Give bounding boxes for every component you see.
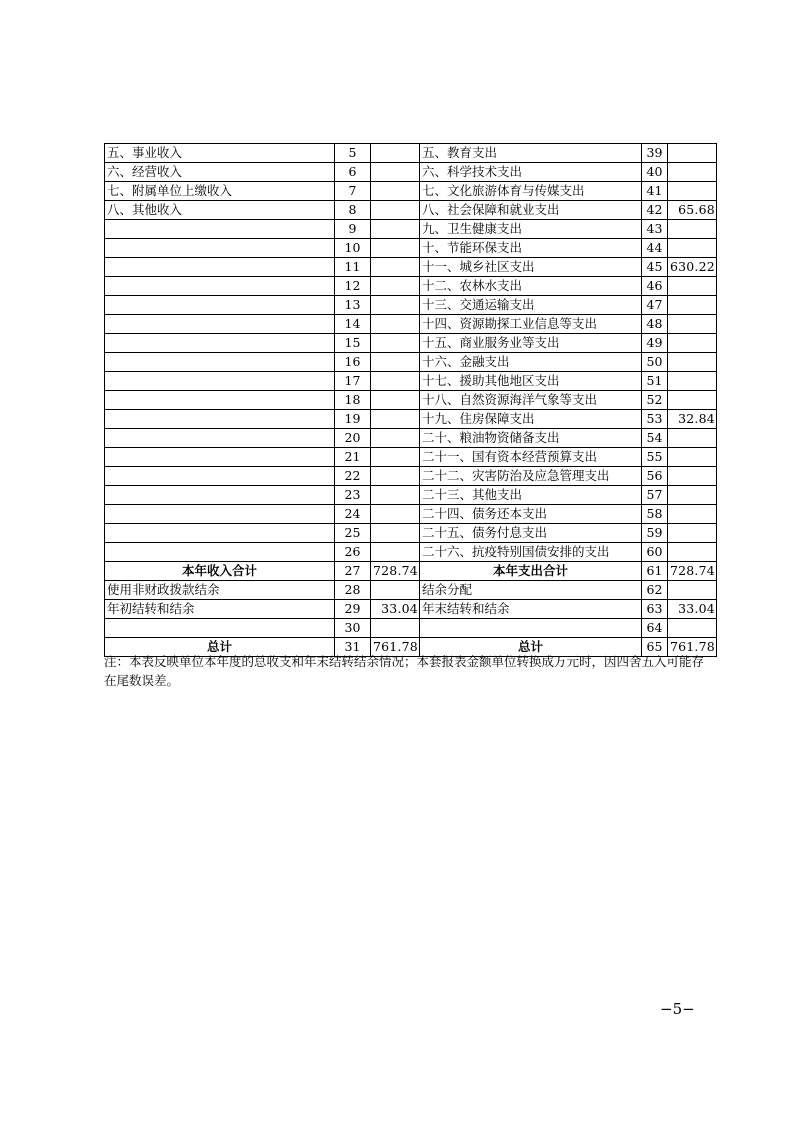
income-line-number-cell: 29 [335, 600, 371, 619]
table-row [105, 410, 717, 429]
income-item-cell: 六、经营收入 [105, 163, 335, 182]
expense-item-cell: 十一、城乡社区支出 [419, 258, 641, 277]
income-line-number-cell: 18 [335, 391, 371, 410]
expense-line-number-cell: 52 [641, 391, 667, 410]
expense-amount-cell: 32.84 [667, 410, 716, 429]
income-amount-cell [371, 581, 420, 600]
income-item-cell [105, 410, 335, 429]
expense-item-cell [419, 619, 641, 638]
income-line-number-cell: 30 [335, 619, 371, 638]
income-line-number-cell: 25 [335, 524, 371, 543]
table-row [105, 201, 717, 220]
expense-item-cell: 二十五、债务付息支出 [419, 524, 641, 543]
expense-line-number-cell: 65 [641, 638, 667, 657]
expense-line-number-cell: 47 [641, 296, 667, 315]
table-row [105, 391, 717, 410]
income-item-cell [105, 429, 335, 448]
expense-amount-cell: 630.22 [667, 258, 716, 277]
expense-line-number-cell: 59 [641, 524, 667, 543]
income-line-number-cell: 5 [335, 144, 371, 163]
income-item-cell [105, 448, 335, 467]
expense-amount-cell [667, 467, 716, 486]
expense-amount-cell [667, 391, 716, 410]
income-item-cell [105, 543, 335, 562]
expense-line-number-cell: 61 [641, 562, 667, 581]
expense-amount-cell [667, 505, 716, 524]
expense-amount-cell [667, 277, 716, 296]
expense-amount-cell [667, 182, 716, 201]
table-row [105, 581, 717, 600]
expense-amount-cell [667, 239, 716, 258]
income-item-cell: 总计 [105, 638, 335, 657]
expense-item-cell: 二十三、其他支出 [419, 486, 641, 505]
expense-line-number-cell: 60 [641, 543, 667, 562]
expense-line-number-cell: 49 [641, 334, 667, 353]
income-line-number-cell: 28 [335, 581, 371, 600]
income-amount-cell [371, 467, 420, 486]
expense-line-number-cell: 56 [641, 467, 667, 486]
income-amount-cell: 33.04 [371, 600, 420, 619]
income-line-number-cell: 8 [335, 201, 371, 220]
expense-item-cell: 本年支出合计 [419, 562, 641, 581]
expense-item-cell: 十二、农林水支出 [419, 277, 641, 296]
expense-amount-cell [667, 486, 716, 505]
income-line-number-cell: 9 [335, 220, 371, 239]
expense-item-cell: 九、卫生健康支出 [419, 220, 641, 239]
table-row [105, 543, 717, 562]
income-item-cell [105, 277, 335, 296]
financial-summary-table [104, 143, 717, 657]
income-line-number-cell: 22 [335, 467, 371, 486]
income-amount-cell [371, 220, 420, 239]
income-line-number-cell: 19 [335, 410, 371, 429]
income-amount-cell [371, 505, 420, 524]
expense-item-cell: 十三、交通运输支出 [419, 296, 641, 315]
expense-amount-cell [667, 524, 716, 543]
income-line-number-cell: 27 [335, 562, 371, 581]
expense-item-cell: 十四、资源勘探工业信息等支出 [419, 315, 641, 334]
income-amount-cell: 728.74 [371, 562, 420, 581]
income-amount-cell [371, 277, 420, 296]
table-row [105, 562, 717, 581]
table-row [105, 524, 717, 543]
income-line-number-cell: 7 [335, 182, 371, 201]
income-line-number-cell: 16 [335, 353, 371, 372]
income-amount-cell [371, 524, 420, 543]
expense-item-cell: 二十四、债务还本支出 [419, 505, 641, 524]
income-item-cell [105, 296, 335, 315]
expense-amount-cell: 761.78 [667, 638, 716, 657]
income-amount-cell [371, 144, 420, 163]
income-line-number-cell: 24 [335, 505, 371, 524]
expense-item-cell: 二十、粮油物资储备支出 [419, 429, 641, 448]
income-line-number-cell: 17 [335, 372, 371, 391]
expense-item-cell: 年末结转和结余 [419, 600, 641, 619]
table-row [105, 486, 717, 505]
expense-line-number-cell: 43 [641, 220, 667, 239]
expense-item-cell: 总计 [419, 638, 641, 657]
income-item-cell: 年初结转和结余 [105, 600, 335, 619]
expense-amount-cell [667, 448, 716, 467]
expense-item-cell: 十九、住房保障支出 [419, 410, 641, 429]
income-amount-cell [371, 296, 420, 315]
expense-item-cell: 六、科学技术支出 [419, 163, 641, 182]
income-amount-cell [371, 163, 420, 182]
income-line-number-cell: 31 [335, 638, 371, 657]
expense-amount-cell [667, 296, 716, 315]
expense-line-number-cell: 48 [641, 315, 667, 334]
table-row [105, 600, 717, 619]
income-line-number-cell: 23 [335, 486, 371, 505]
income-line-number-cell: 12 [335, 277, 371, 296]
table-row [105, 619, 717, 638]
income-line-number-cell: 11 [335, 258, 371, 277]
income-item-cell [105, 353, 335, 372]
income-amount-cell [371, 182, 420, 201]
table-row [105, 220, 717, 239]
expense-line-number-cell: 45 [641, 258, 667, 277]
expense-amount-cell: 33.04 [667, 600, 716, 619]
income-line-number-cell: 14 [335, 315, 371, 334]
expense-line-number-cell: 55 [641, 448, 667, 467]
income-item-cell [105, 619, 335, 638]
table-row [105, 277, 717, 296]
income-item-cell [105, 391, 335, 410]
income-item-cell [105, 220, 335, 239]
expense-amount-cell [667, 581, 716, 600]
income-amount-cell [371, 486, 420, 505]
income-item-cell [105, 334, 335, 353]
income-item-cell: 本年收入合计 [105, 562, 335, 581]
income-amount-cell: 761.78 [371, 638, 420, 657]
table-row [105, 505, 717, 524]
income-item-cell [105, 315, 335, 334]
expense-item-cell: 七、文化旅游体育与传媒支出 [419, 182, 641, 201]
income-amount-cell [371, 201, 420, 220]
expense-item-cell: 十七、援助其他地区支出 [419, 372, 641, 391]
income-line-number-cell: 26 [335, 543, 371, 562]
expense-item-cell: 结余分配 [419, 581, 641, 600]
expense-line-number-cell: 44 [641, 239, 667, 258]
expense-line-number-cell: 58 [641, 505, 667, 524]
table-row [105, 353, 717, 372]
income-amount-cell [371, 258, 420, 277]
income-line-number-cell: 6 [335, 163, 371, 182]
expense-line-number-cell: 40 [641, 163, 667, 182]
table-row [105, 258, 717, 277]
income-item-cell [105, 258, 335, 277]
expense-line-number-cell: 41 [641, 182, 667, 201]
expense-line-number-cell: 51 [641, 372, 667, 391]
income-amount-cell [371, 448, 420, 467]
expense-item-cell: 十六、金融支出 [419, 353, 641, 372]
expense-amount-cell: 728.74 [667, 562, 716, 581]
expense-item-cell: 十、节能环保支出 [419, 239, 641, 258]
expense-item-cell: 二十一、国有资本经营预算支出 [419, 448, 641, 467]
expense-amount-cell [667, 429, 716, 448]
expense-item-cell: 二十六、抗疫特别国债安排的支出 [419, 543, 641, 562]
income-line-number-cell: 15 [335, 334, 371, 353]
expense-amount-cell [667, 619, 716, 638]
expense-line-number-cell: 50 [641, 353, 667, 372]
expense-line-number-cell: 63 [641, 600, 667, 619]
income-amount-cell [371, 334, 420, 353]
table-row [105, 239, 717, 258]
table-row [105, 467, 717, 486]
expense-item-cell: 八、社会保障和就业支出 [419, 201, 641, 220]
page-number: −5− [660, 1000, 695, 1018]
income-item-cell: 五、事业收入 [105, 144, 335, 163]
expense-amount-cell [667, 163, 716, 182]
table-row [105, 315, 717, 334]
income-amount-cell [371, 315, 420, 334]
expense-line-number-cell: 62 [641, 581, 667, 600]
expense-item-cell: 十五、商业服务业等支出 [419, 334, 641, 353]
income-item-cell: 八、其他收入 [105, 201, 335, 220]
expense-amount-cell [667, 543, 716, 562]
income-item-cell [105, 524, 335, 543]
income-item-cell [105, 467, 335, 486]
expense-line-number-cell: 39 [641, 144, 667, 163]
expense-amount-cell [667, 220, 716, 239]
income-item-cell: 使用非财政拨款结余 [105, 581, 335, 600]
table-footnote: 注：本表反映单位本年度的总收支和年末结转结余情况；本套报表金额单位转换成万元时，因四舍五入可能存在尾数误差。 [104, 654, 705, 688]
expense-item-cell: 十八、自然资源海洋气象等支出 [419, 391, 641, 410]
expense-amount-cell [667, 144, 716, 163]
table-body [105, 144, 717, 657]
table-row [105, 182, 717, 201]
expense-amount-cell [667, 372, 716, 391]
income-line-number-cell: 21 [335, 448, 371, 467]
income-amount-cell [371, 429, 420, 448]
income-item-cell [105, 486, 335, 505]
expense-line-number-cell: 64 [641, 619, 667, 638]
table-row [105, 334, 717, 353]
expense-item-cell: 五、教育支出 [419, 144, 641, 163]
income-amount-cell [371, 391, 420, 410]
income-amount-cell [371, 410, 420, 429]
income-amount-cell [371, 239, 420, 258]
table-row [105, 448, 717, 467]
table-row [105, 429, 717, 448]
expense-line-number-cell: 57 [641, 486, 667, 505]
table-row [105, 296, 717, 315]
income-amount-cell [371, 543, 420, 562]
income-item-cell [105, 505, 335, 524]
income-item-cell [105, 239, 335, 258]
expense-amount-cell [667, 353, 716, 372]
expense-amount-cell [667, 334, 716, 353]
expense-line-number-cell: 53 [641, 410, 667, 429]
expense-line-number-cell: 42 [641, 201, 667, 220]
expense-amount-cell: 65.68 [667, 201, 716, 220]
income-line-number-cell: 20 [335, 429, 371, 448]
income-amount-cell [371, 619, 420, 638]
table-row [105, 372, 717, 391]
income-item-cell [105, 372, 335, 391]
expense-line-number-cell: 46 [641, 277, 667, 296]
income-line-number-cell: 13 [335, 296, 371, 315]
income-line-number-cell: 10 [335, 239, 371, 258]
income-item-cell: 七、附属单位上缴收入 [105, 182, 335, 201]
income-amount-cell [371, 353, 420, 372]
income-amount-cell [371, 372, 420, 391]
expense-line-number-cell: 54 [641, 429, 667, 448]
table-row [105, 144, 717, 163]
table-row [105, 163, 717, 182]
expense-item-cell: 二十二、灾害防治及应急管理支出 [419, 467, 641, 486]
expense-amount-cell [667, 315, 716, 334]
